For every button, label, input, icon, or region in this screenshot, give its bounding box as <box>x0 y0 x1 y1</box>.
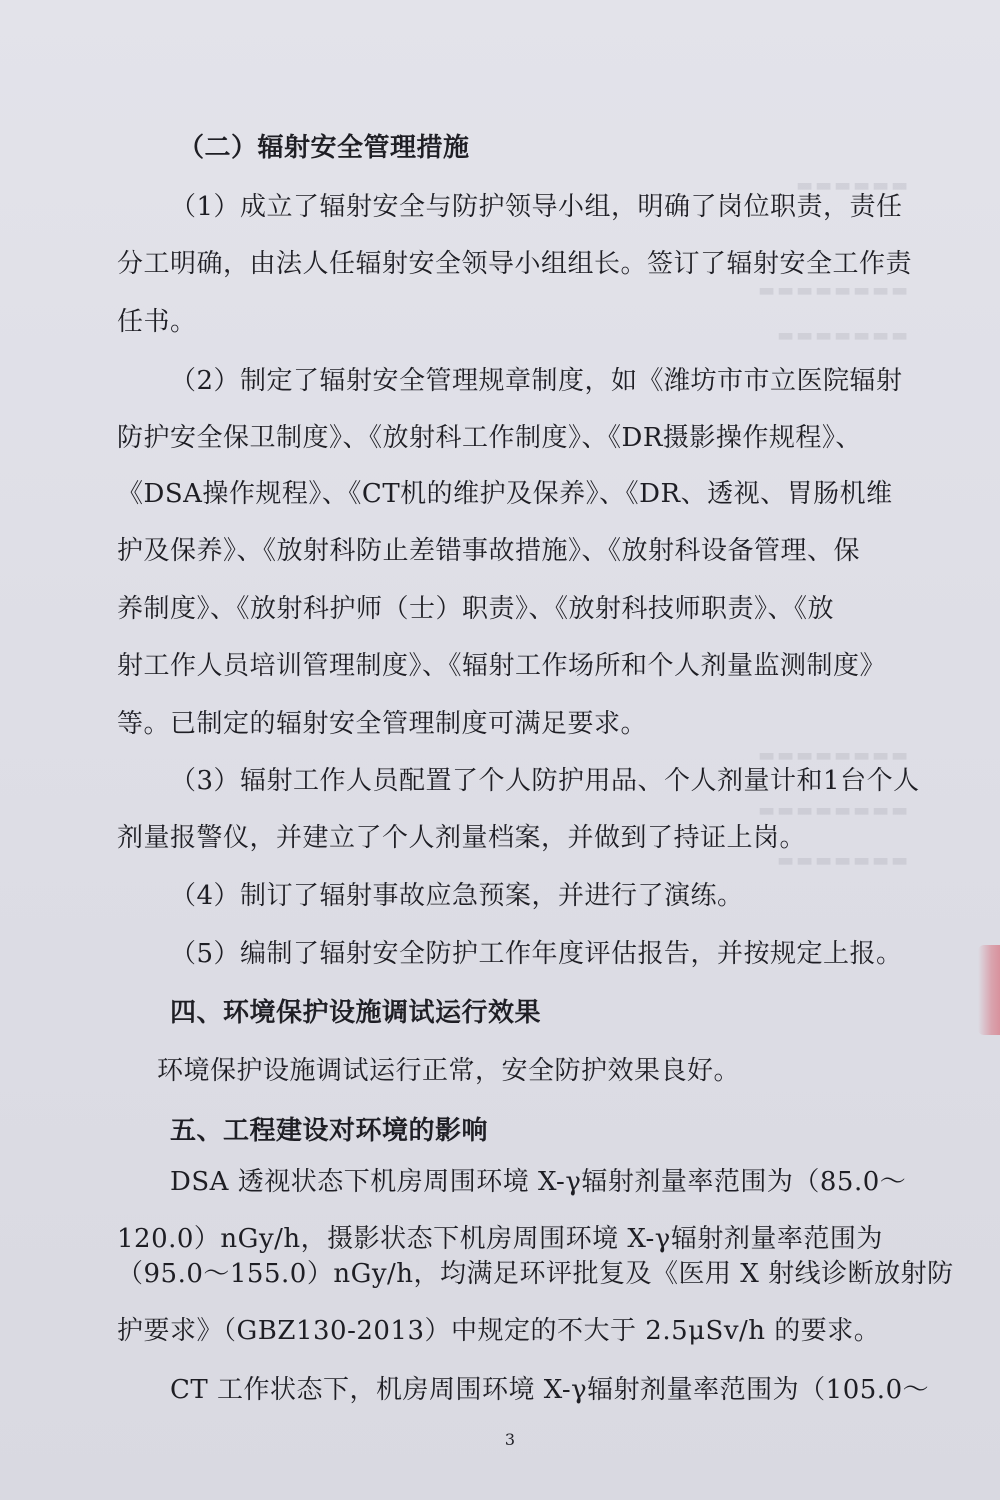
page-number: 3 <box>504 1430 516 1449</box>
section-5-dsa-line: 120.0）nGy/h，摄影状态下机房周围环境 X-γ辐射剂量率范围为 <box>117 1224 883 1254</box>
measure-2-line: 防护安全保卫制度》、《放射科工作制度》、《DR摄影操作规程》、 <box>117 423 862 453</box>
bleed-through-shadow: ▬▬▬▬▬▬▬▬ <box>757 800 910 821</box>
measure-2-line: 养制度》、《放射科护师（士）职责》、《放射科技师职责》、《放 <box>117 594 835 624</box>
section-5-heading: 五、工程建设对环境的影响 <box>170 1116 489 1146</box>
section-5-dsa-line: 护要求》（GBZ130-2013）中规定的不大于 2.5μSv/h 的要求。 <box>117 1316 881 1346</box>
bleed-through-shadow: ▬▬▬▬▬▬▬ <box>776 325 910 346</box>
section-4-heading: 四、环境保护设施调试运行效果 <box>170 998 542 1028</box>
bleed-through-shadow: ▬▬▬▬▬▬▬▬ <box>757 280 910 301</box>
measure-2-line: 等。已制定的辐射安全管理制度可满足要求。 <box>117 709 648 739</box>
section-5-dsa-line: （95.0～155.0）nGy/h，均满足环评批复及《医用 X 射线诊断放射防 <box>117 1259 954 1289</box>
measure-4-line: （4）制订了辐射事故应急预案，并进行了演练。 <box>170 881 744 911</box>
section-5-dsa-line: DSA 透视状态下机房周围环境 X-γ辐射剂量率范围为（85.0～ <box>170 1167 907 1197</box>
measure-1-line: （1）成立了辐射安全与防护领导小组，明确了岗位职责，责任 <box>170 192 903 222</box>
section-5-ct-line: CT 工作状态下，机房周围环境 X-γ辐射剂量率范围为（105.0～ <box>170 1375 930 1405</box>
measure-2-line: 射工作人员培训管理制度》、《辐射工作场所和个人剂量监测制度》 <box>117 651 887 681</box>
section-4-text: 环境保护设施调试运行正常，安全防护效果良好。 <box>157 1056 741 1086</box>
measure-2-line: （2）制定了辐射安全管理规章制度，如《潍坊市市立医院辐射 <box>170 366 903 396</box>
measure-1-line: 任书。 <box>117 307 197 337</box>
measure-2-line: 护及保养》、《放射科防止差错事故措施》、《放射科设备管理、保 <box>117 536 861 566</box>
bleed-through-shadow: ▬▬▬▬▬▬▬ <box>776 850 910 871</box>
bleed-through-shadow: ▬▬▬▬▬▬ <box>795 175 910 196</box>
section-2-heading: （二）辐射安全管理措施 <box>178 133 470 163</box>
bleed-through-shadow: ▬▬▬▬▬▬▬▬ <box>757 745 910 766</box>
measure-1-line: 分工明确，由法人任辐射安全领导小组组长。签订了辐射安全工作责 <box>117 249 913 279</box>
measure-5-line: （5）编制了辐射安全防护工作年度评估报告，并按规定上报。 <box>170 939 903 969</box>
measure-3-line: （3）辐射工作人员配置了个人防护用品、个人剂量计和1台个人 <box>170 766 920 796</box>
measure-3-line: 剂量报警仪，并建立了个人剂量档案，并做到了持证上岗。 <box>117 823 807 853</box>
measure-2-line: 《DSA操作规程》、《CT机的维护及保养》、《DR、透视、胃肠机维 <box>117 479 893 509</box>
